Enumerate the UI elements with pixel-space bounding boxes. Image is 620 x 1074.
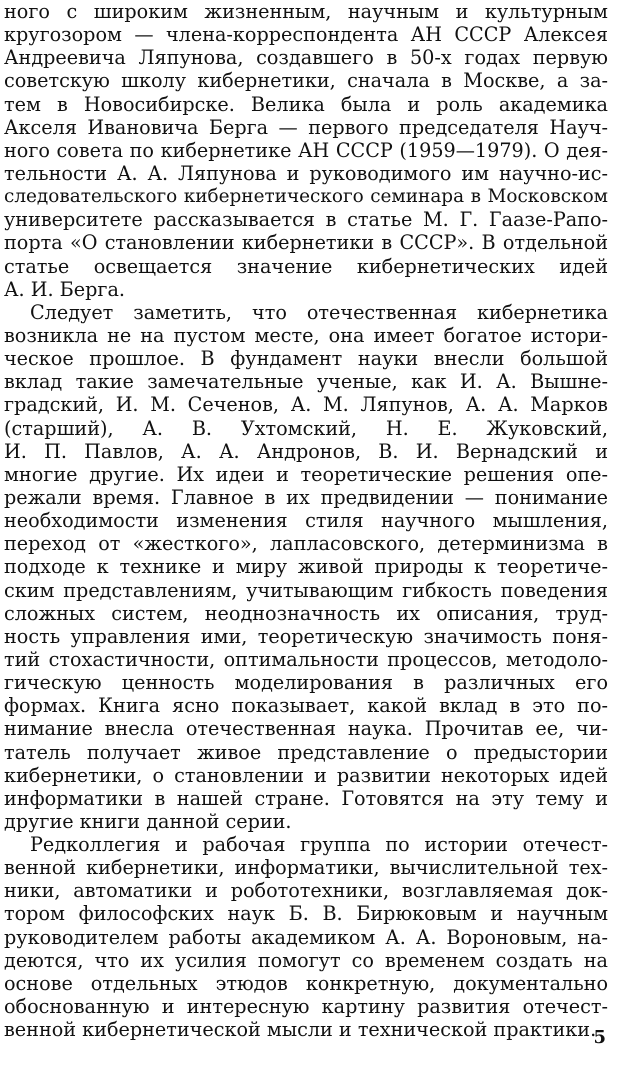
text-line: подходе к технике и миру живой природы к теоретиче-	[4, 555, 608, 579]
text-line: переход от «жесткого», лапласовского, детерминизма в	[4, 532, 608, 556]
text-line: необходимости изменения стиля научного мышления,	[4, 509, 608, 533]
text-line: следовательского кибернетического семинара в Московском	[4, 186, 608, 208]
text-line: венной кибернетической мысли и технической практики.	[4, 1018, 597, 1042]
text-line: информатики в нашей стране. Готовятся на эту тему и	[4, 786, 608, 810]
text-line: венной кибернетики, информатики, вычислительной тех-	[4, 856, 608, 880]
text-line: ским представлениям, учитывающим гибкость поведения	[4, 578, 608, 602]
text-line: ность управления ими, теоретическую значимость поня-	[4, 624, 608, 648]
text-line: университете рассказывается в статье М. Г. Гаазе-Рапо-	[4, 208, 608, 232]
text-line: нимание внесла отечественная наука. Прочитав ее, чи-	[4, 717, 608, 741]
text-line: тором философских наук Б. В. Бирюковым и научным	[4, 902, 608, 926]
text-line: татель получает живое представление о предыстории	[4, 740, 608, 764]
text-line: порта «О становлении кибернетики в СССР». В отдельной	[4, 231, 608, 255]
text-line: И. П. Павлов, А. А. Андронов, В. И. Вернадский и	[4, 439, 608, 463]
text-line: сложных систем, неоднозначность их описания, труд-	[4, 601, 608, 625]
text-line: кибернетики, о становлении и развитии некоторых идей	[4, 763, 608, 787]
text-line: статье освещается значение кибернетических идей	[4, 254, 608, 278]
text-line: руководителем работы академиком А. А. Вороновым, на-	[4, 925, 608, 949]
text-line: ческое прошлое. В фундамент науки внесли большой	[4, 347, 608, 371]
text-line: обоснованную и интересную картину развития отечест-	[4, 995, 608, 1019]
text-line: (старший), А. В. Ухтомский, Н. Е. Жуковский,	[4, 416, 608, 440]
text-line: советскую школу кибернетики, сначала в Москве, а за-	[4, 69, 608, 93]
text-line: другие книги данной серии.	[4, 809, 292, 833]
text-line: Андреевича Ляпунова, создавшего в 50-х годах первую	[4, 46, 608, 70]
text-line: тельности А. А. Ляпунова и руководимого им научно-ис-	[4, 161, 608, 185]
text-line: ники, автоматики и робототехники, возглавляемая док-	[4, 879, 608, 903]
text-line: А. И. Берга.	[4, 277, 125, 301]
text-line: Следует заметить, что отечественная кибернетика	[30, 300, 608, 324]
text-line: Редколлегия и рабочая группа по истории отечест-	[30, 833, 608, 857]
text-line: режали время. Главное в их предвидении — понимание	[4, 485, 608, 509]
text-line: ного совета по кибернетике АН СССР (1959—1979). О дея-	[4, 138, 608, 162]
body-text	[4, 0, 608, 1041]
text-line: тем в Новосибирске. Велика была и роль академика	[4, 92, 608, 116]
text-line: Акселя Ивановича Берга — первого председателя Науч-	[4, 115, 608, 139]
page-number: 5	[593, 1027, 606, 1048]
text-line: кругозором — члена-корреспондента АН СССР Алексея	[4, 23, 608, 47]
text-line: многие другие. Их идеи и теоретические решения опе-	[4, 462, 608, 486]
text-line: возникла не на пустом месте, она имеет богатое истори-	[4, 323, 608, 347]
text-line: деются, что их усилия помогут со временем создать на	[4, 948, 608, 972]
text-line: основе отдельных этюдов конкретную, документально	[4, 971, 608, 995]
text-line: формах. Книга ясно показывает, какой вклад в это по-	[4, 694, 608, 718]
text-line: тий стохастичности, оптимальности процессов, методоло-	[4, 647, 608, 671]
text-line: вклад такие замечательные ученые, как И. А. Вышне-	[4, 370, 608, 394]
text-line: ного с широким жизненным, научным и культурным	[4, 0, 608, 23]
text-line: гическую ценность моделирования в различных его	[4, 671, 608, 695]
text-line: градский, И. М. Сеченов, А. М. Ляпунов, А. А. Марков	[4, 393, 608, 417]
